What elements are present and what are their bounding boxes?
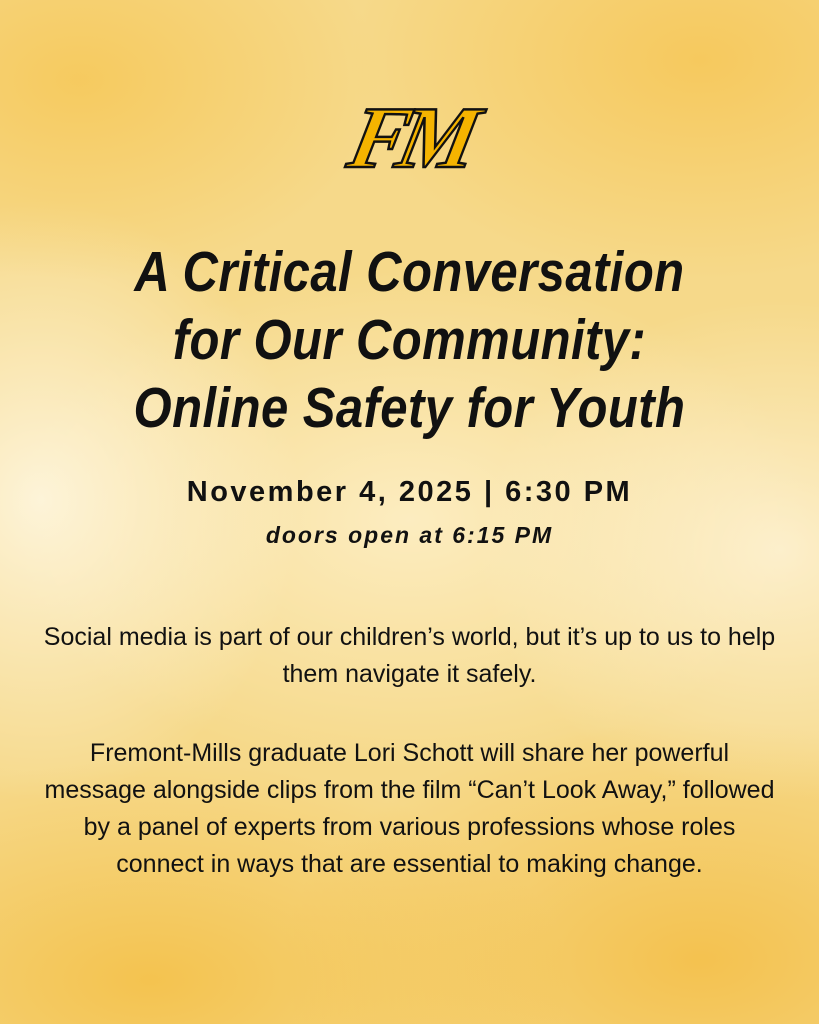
title-line: A Critical Conversation (134, 240, 685, 304)
logo-text: FM (340, 90, 479, 187)
event-title (57, 238, 761, 442)
title-line: Online Safety for Youth (133, 376, 686, 440)
details-paragraph: Fremont-Mills graduate Lori Schott will share her powerful message alongside clips from the film “Can’t Look Away,” followed by a panel of experts from various professions whose roles connect in ways that are essential to making change. (44, 739, 775, 878)
doors-open-time: doors open at 6:15 PM (265, 522, 554, 548)
intro-paragraph: Social media is part of our children’s world, but it’s up to us to help them navigate it safely. (43, 623, 776, 688)
title-line: for Our Community: (172, 308, 647, 372)
fm-logo (0, 88, 819, 189)
event-date-time: November 4, 2025 | 6:30 PM (186, 476, 633, 508)
